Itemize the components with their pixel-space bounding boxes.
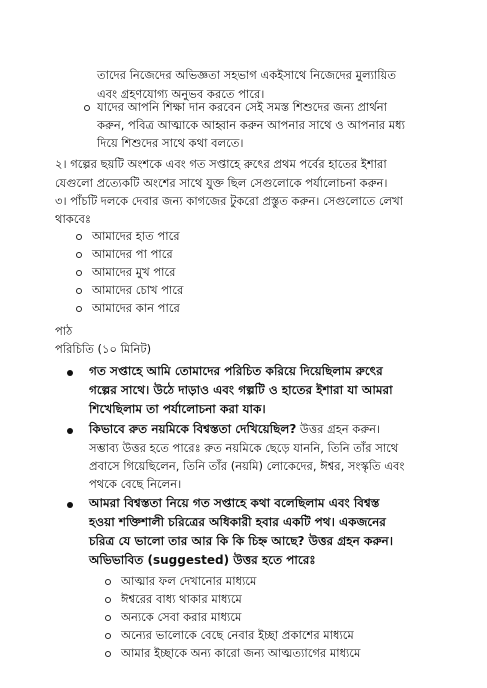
list-item: আমাদের পা পারে [92, 247, 173, 261]
bullet-2-line: সম্ভাব্য উত্তর হতে পারেঃ রুত নয়মিকে ছেড়ে যাননি, তিনি তাঁর সাথে [89, 441, 399, 455]
list-item: অন্যের ভালোকে বেছে নেবার ইচ্ছা প্রকাশের মাধ্যমে [121, 628, 354, 642]
bullet-2-question: কিভাবে রুত নয়মিকে বিশ্বস্ততা দেখিয়েছিল? [89, 422, 297, 436]
list-item: আমাদের কান পারে [92, 301, 180, 315]
list-item: আত্মার ফল দেখানোর মাধ্যমে [121, 574, 257, 588]
step-3-line: ৩। পাঁচটি দলকে দেবার জন্য কাগজের টুকরো প্রস্তুত করুন। সেগুলোতে লেখা [55, 194, 404, 208]
bullet-dot-icon [67, 428, 73, 434]
circle-bullet-icon [105, 597, 111, 603]
circle-bullet-icon [76, 234, 82, 240]
circle-bullet-icon [76, 252, 82, 258]
bullet-2-line [89, 422, 380, 437]
step-2-line: ২। গল্পের ছয়টি অংশকে এবং গত সপ্তাহে রুৎের প্রথম পর্বের হাতের ইশারা [55, 157, 387, 171]
circle-bullet-icon [76, 306, 82, 312]
bullet-2-line: পথকে বেছে নিলেন। [89, 477, 182, 491]
circle-bullet-icon [76, 270, 82, 276]
bullet-2-line: প্রবাসে গিয়েছিলেন, তিনি তাঁর (নয়মি) লোকেদের, ঈশ্বর, সংস্কৃতি এবং [89, 459, 405, 473]
circle-bullet-icon [105, 633, 111, 639]
list-item: অন্যকে সেবা করার মাধ্যমে [121, 610, 242, 624]
step-3-line: থাকবেঃ [55, 212, 91, 226]
circle-bullet-icon [105, 651, 111, 657]
list-item: আমাদের মুখ পারে [92, 265, 176, 279]
step-2-line: যেগুলো প্রত্যেকটি অংশের সাথে যুক্ত ছিল সেগুলোকে পর্যালোচনা করুন। [55, 176, 388, 190]
bullet-1-line: গল্পের সাথে। উঠে দাড়াও এবং গল্পটি ও হাতের ইশারা যা আমরা [89, 383, 393, 397]
circle-bullet-icon [105, 579, 111, 585]
list-item: আমার ইচ্ছাকে অন্য কারো জন্য আত্মত্যাগের মাধ্যমে [121, 646, 361, 660]
bullet-3-line: অভিভাবিত (suggested) উত্তর হতে পারেঃ [89, 553, 316, 567]
bullet-1-line: গত সপ্তাহে আমি তোমাদের পরিচিত করিয়ে দিয়েছিলাম রুৎের [89, 364, 383, 378]
circle-bullet-icon [76, 288, 82, 294]
list-item: আমাদের চোখ পারে [92, 283, 184, 297]
intro-line: তাদের নিজেদের অভিজ্ঞতা সহভাগ একইসাথে নিজেদের মুল্যায়িত [97, 68, 396, 82]
bullet-2-instruction: উত্তর গ্রহন করুন। [296, 422, 381, 436]
bullet-3-line: হওয়া শক্তিশালী চরিত্রের অধিকারী হবার একটি পথ। একজনের [89, 515, 386, 529]
bullet-3-line: চরিত্র যে ভালো তার আর কি কি চিহ্ন আছে? উত্তর গ্রহন করুন। [89, 534, 393, 548]
circle-bullet-icon [105, 615, 111, 621]
circle-bullet-icon [84, 105, 90, 111]
list-item: ঈশ্বরের বাধ্য থাকার মাধ্যমে [121, 592, 242, 606]
list-item: আমাদের হাত পারে [92, 229, 180, 243]
prayer-item-line: যাদের আপনি শিক্ষা দান করবেন সেই সমস্ত শিশুদের জন্য প্রার্থনা [97, 100, 387, 114]
intro-line: এবং গ্রহণযোগ্য অনুভব করতে পারে। [97, 87, 265, 101]
prayer-item-line: দিয়ে শিশুদের সাথে কথা বলতে। [97, 136, 244, 150]
bullet-dot-icon [67, 370, 73, 376]
bullet-1-line: শিখেছিলাম তা পর্যালোচনা করা যাক। [89, 402, 266, 416]
intro-heading: পরিচিতি (১০ মিনিট) [55, 342, 152, 356]
prayer-item-line: করুন, পবিত্র আত্মাকে আহ্বান করুন আপনার সাথে ও আপনার মধ্য [97, 118, 405, 132]
lesson-heading: পাঠ [55, 324, 73, 338]
bullet-3-line: আমরা বিশ্বস্ততা নিয়ে গত সপ্তাহে কথা বলেছিলাম এবং বিশ্বস্ত [89, 496, 380, 510]
bullet-dot-icon [67, 502, 73, 508]
